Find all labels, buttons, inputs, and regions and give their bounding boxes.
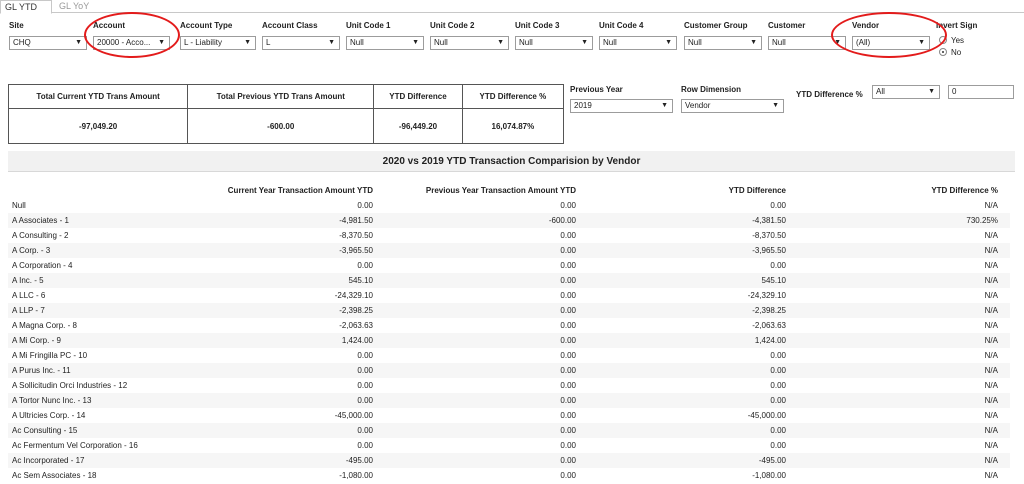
vendor-cell: A Purus Inc. - 11 — [12, 366, 71, 375]
unit-code-2-label: Unit Code 2 — [430, 21, 475, 30]
previous-amount-cell: 0.00 — [560, 261, 576, 270]
column-header-difference-pct[interactable]: YTD Difference % — [931, 186, 998, 195]
difference-cell: 1,424.00 — [754, 336, 786, 345]
previous-amount-cell: 0.00 — [560, 366, 576, 375]
unit-code-4-filter — [599, 20, 677, 50]
difference-pct-cell: N/A — [984, 261, 998, 270]
unit-code-1-label: Unit Code 1 — [346, 21, 391, 30]
vendor-cell: Ac Incorporated - 17 — [12, 456, 85, 465]
vendor-value: (All) — [856, 38, 871, 47]
previous-amount-cell: 0.00 — [560, 321, 576, 330]
previous-amount-cell: 0.00 — [560, 441, 576, 450]
difference-pct-cell: N/A — [984, 291, 998, 300]
table-row — [8, 468, 1010, 483]
current-amount-cell: -1,080.00 — [339, 471, 373, 480]
previous-amount-cell: 0.00 — [560, 426, 576, 435]
site-value: CHQ — [13, 38, 31, 47]
row-dimension-value: Vendor — [685, 101, 711, 110]
account-class-label: Account Class — [262, 21, 318, 30]
current-amount-cell: -3,965.50 — [339, 246, 373, 255]
previous-amount-cell: 0.00 — [560, 231, 576, 240]
difference-cell: 0.00 — [770, 441, 786, 450]
chevron-down-icon: ▼ — [665, 39, 672, 46]
table-row — [8, 363, 1010, 378]
difference-pct-cell: N/A — [984, 456, 998, 465]
unit-code-4-label: Unit Code 4 — [599, 21, 644, 30]
table-row — [8, 228, 1010, 243]
unit-code-1-value: Null — [350, 38, 364, 47]
radio-icon[interactable] — [939, 36, 947, 44]
table-row — [8, 318, 1010, 333]
difference-cell: -2,398.25 — [752, 306, 786, 315]
current-amount-cell: 0.00 — [357, 261, 373, 270]
previous-amount-cell: 0.00 — [560, 201, 576, 210]
report-header-row — [8, 183, 1010, 198]
difference-cell: -24,329.10 — [747, 291, 786, 300]
difference-cell: -8,370.50 — [752, 231, 786, 240]
chevron-down-icon: ▼ — [158, 39, 165, 46]
customer-filter — [768, 20, 846, 50]
difference-pct-cell: N/A — [984, 381, 998, 390]
customer-value: Null — [772, 38, 786, 47]
vendor-cell: A Magna Corp. - 8 — [12, 321, 77, 330]
table-row — [8, 423, 1010, 438]
column-header-current[interactable]: Current Year Transaction Amount YTD — [227, 186, 373, 195]
vendor-cell: A Associates - 1 — [12, 216, 69, 225]
current-amount-cell: 545.10 — [348, 276, 373, 285]
previous-amount-cell: 0.00 — [560, 306, 576, 315]
current-amount-cell: -8,370.50 — [339, 231, 373, 240]
current-amount-cell: -4,981.50 — [339, 216, 373, 225]
table-row — [8, 288, 1010, 303]
difference-cell: -2,063.63 — [752, 321, 786, 330]
column-header-difference[interactable]: YTD Difference — [728, 186, 786, 195]
table-row — [8, 408, 1010, 423]
chevron-down-icon: ▼ — [928, 88, 935, 95]
previous-amount-cell: 0.00 — [560, 276, 576, 285]
row-dimension-control — [681, 84, 784, 113]
tab-gl-yoy[interactable]: GL YoY — [59, 1, 90, 11]
table-row — [8, 243, 1010, 258]
summary-header-difference: YTD Difference — [374, 85, 462, 109]
current-amount-cell: -2,063.63 — [339, 321, 373, 330]
site-filter — [9, 20, 87, 50]
previous-amount-cell: 0.00 — [560, 381, 576, 390]
difference-pct-cell: N/A — [984, 396, 998, 405]
difference-pct-cell: N/A — [984, 306, 998, 315]
invert-sign-no[interactable] — [939, 46, 1016, 58]
difference-cell: 545.10 — [761, 276, 786, 285]
vendor-cell: A LLP - 7 — [12, 306, 45, 315]
previous-amount-cell: 0.00 — [560, 471, 576, 480]
difference-pct-cell: N/A — [984, 441, 998, 450]
invert-sign-no-label: No — [951, 47, 962, 57]
tab-gl-ytd[interactable]: GL YTD — [0, 0, 52, 14]
previous-amount-cell: 0.00 — [560, 456, 576, 465]
previous-year-control — [570, 84, 673, 113]
chevron-down-icon: ▼ — [772, 102, 779, 109]
customer-group-filter — [684, 20, 762, 50]
difference-pct-cell: N/A — [984, 411, 998, 420]
current-amount-cell: 0.00 — [357, 381, 373, 390]
previous-amount-cell: 0.00 — [560, 411, 576, 420]
customer-group-value: Null — [688, 38, 702, 47]
unit-code-1-select[interactable] — [346, 36, 424, 50]
previous-year-value: 2019 — [574, 101, 592, 110]
column-header-previous[interactable]: Previous Year Transaction Amount YTD — [425, 186, 576, 195]
customer-label: Customer — [768, 21, 806, 30]
account-class-value: L — [266, 38, 271, 47]
summary-value-previous: -600.00 — [188, 109, 374, 144]
summary-value-difference: -96,449.20 — [374, 109, 462, 144]
unit-code-4-select[interactable] — [599, 36, 677, 50]
invert-sign-yes-label: Yes — [951, 35, 965, 45]
vendor-cell: Ac Consulting - 15 — [12, 426, 78, 435]
ytd-difference-pct-operator: All — [876, 87, 885, 96]
row-dimension-select[interactable] — [681, 99, 784, 113]
account-class-select[interactable] — [262, 36, 340, 50]
vendor-cell: A Consulting - 2 — [12, 231, 69, 240]
difference-pct-cell: 730.25% — [966, 216, 998, 225]
ytd-difference-pct-label: YTD Difference % — [796, 90, 863, 99]
unit-code-3-value: Null — [519, 38, 533, 47]
table-row — [8, 438, 1010, 453]
account-value: 20000 - Acco... — [97, 38, 151, 47]
chevron-down-icon: ▼ — [750, 39, 757, 46]
previous-amount-cell: 0.00 — [560, 291, 576, 300]
invert-sign-label: Invert Sign — [936, 21, 978, 30]
vendor-cell: A Corporation - 4 — [12, 261, 73, 270]
difference-pct-cell: N/A — [984, 201, 998, 210]
account-filter — [93, 20, 170, 50]
account-class-filter — [262, 20, 340, 50]
table-row — [8, 273, 1010, 288]
difference-cell: 0.00 — [770, 366, 786, 375]
difference-pct-cell: N/A — [984, 426, 998, 435]
vendor-cell: Ac Fermentum Vel Corporation - 16 — [12, 441, 138, 450]
chevron-down-icon: ▼ — [328, 39, 335, 46]
chevron-down-icon: ▼ — [244, 39, 251, 46]
summary-header-previous: Total Previous YTD Trans Amount — [188, 85, 374, 109]
table-row — [8, 198, 1010, 213]
difference-cell: -3,965.50 — [752, 246, 786, 255]
unit-code-3-select[interactable] — [515, 36, 593, 50]
summary-value-current: -97,049.20 — [9, 109, 188, 144]
difference-cell: 0.00 — [770, 261, 786, 270]
vendor-cell: A Sollicitudin Orci Industries - 12 — [12, 381, 128, 390]
vendor-cell: Ac Sem Associates - 18 — [12, 471, 97, 480]
vendor-cell: A Corp. - 3 — [12, 246, 51, 255]
invert-sign-filter — [936, 20, 1016, 58]
unit-code-2-value: Null — [434, 38, 448, 47]
account-label: Account — [93, 21, 125, 30]
chevron-down-icon: ▼ — [75, 39, 82, 46]
difference-cell: -4,381.50 — [752, 216, 786, 225]
unit-code-3-label: Unit Code 3 — [515, 21, 560, 30]
previous-year-label: Previous Year — [570, 85, 623, 94]
vendor-cell: A Tortor Nunc Inc. - 13 — [12, 396, 92, 405]
difference-pct-cell: N/A — [984, 231, 998, 240]
current-amount-cell: -45,000.00 — [334, 411, 373, 420]
previous-amount-cell: -600.00 — [548, 216, 576, 225]
difference-pct-cell: N/A — [984, 246, 998, 255]
chevron-down-icon: ▼ — [834, 39, 841, 46]
difference-pct-cell: N/A — [984, 366, 998, 375]
vendor-cell: A Ultricies Corp. - 14 — [12, 411, 86, 420]
previous-amount-cell: 0.00 — [560, 351, 576, 360]
difference-cell: 0.00 — [770, 351, 786, 360]
report-title: 2020 vs 2019 YTD Transaction Comparision by Vendor — [8, 151, 1015, 172]
chevron-down-icon: ▼ — [661, 102, 668, 109]
table-row — [8, 348, 1010, 363]
current-amount-cell: 0.00 — [357, 396, 373, 405]
previous-amount-cell: 0.00 — [560, 336, 576, 345]
current-amount-cell: -24,329.10 — [334, 291, 373, 300]
account-type-select[interactable] — [180, 36, 256, 50]
difference-cell: 0.00 — [770, 381, 786, 390]
table-row — [8, 213, 1010, 228]
difference-cell: 0.00 — [770, 396, 786, 405]
previous-year-select[interactable] — [570, 99, 673, 113]
table-row — [8, 453, 1010, 468]
unit-code-2-select[interactable] — [430, 36, 509, 50]
account-type-label: Account Type — [180, 21, 233, 30]
table-row — [8, 258, 1010, 273]
current-amount-cell: 0.00 — [357, 201, 373, 210]
chevron-down-icon: ▼ — [412, 39, 419, 46]
chevron-down-icon: ▼ — [581, 39, 588, 46]
unit-code-3-filter — [515, 20, 593, 50]
difference-cell: 0.00 — [770, 201, 786, 210]
chevron-down-icon: ▼ — [918, 39, 925, 46]
current-amount-cell: 1,424.00 — [341, 336, 373, 345]
previous-amount-cell: 0.00 — [560, 396, 576, 405]
difference-pct-cell: N/A — [984, 321, 998, 330]
ytd-difference-pct-operator-select[interactable] — [872, 85, 940, 99]
vendor-label: Vendor — [852, 21, 880, 30]
current-amount-cell: -495.00 — [345, 456, 373, 465]
difference-cell: -45,000.00 — [747, 411, 786, 420]
customer-group-select[interactable] — [684, 36, 762, 50]
difference-pct-cell: N/A — [984, 351, 998, 360]
chevron-down-icon: ▼ — [497, 39, 504, 46]
difference-cell: -1,080.00 — [752, 471, 786, 480]
invert-sign-yes[interactable] — [939, 34, 1016, 46]
vendor-cell: A Inc. - 5 — [12, 276, 44, 285]
unit-code-4-value: Null — [603, 38, 617, 47]
account-type-value: L - Liability — [184, 38, 222, 47]
vendor-select[interactable] — [852, 36, 930, 50]
difference-pct-cell: N/A — [984, 471, 998, 480]
current-amount-cell: 0.00 — [357, 366, 373, 375]
vendor-filter — [852, 20, 930, 50]
vendor-cell: A Mi Corp. - 9 — [12, 336, 61, 345]
row-dimension-label: Row Dimension — [681, 85, 742, 94]
table-row — [8, 378, 1010, 393]
difference-cell: 0.00 — [770, 426, 786, 435]
summary-value-difference-pct: 16,074.87% — [462, 109, 563, 144]
ytd-difference-pct-input[interactable]: 0 — [948, 85, 1014, 99]
radio-icon[interactable] — [939, 48, 947, 56]
account-type-filter — [180, 20, 256, 50]
summary-header-current: Total Current YTD Trans Amount — [9, 85, 188, 109]
table-row — [8, 303, 1010, 318]
tab-bar — [0, 0, 1024, 13]
customer-select[interactable] — [768, 36, 846, 50]
current-amount-cell: 0.00 — [357, 441, 373, 450]
current-amount-cell: -2,398.25 — [339, 306, 373, 315]
previous-amount-cell: 0.00 — [560, 246, 576, 255]
table-row — [8, 393, 1010, 408]
site-label: Site — [9, 21, 24, 30]
difference-pct-cell: N/A — [984, 336, 998, 345]
difference-cell: -495.00 — [758, 456, 786, 465]
account-select[interactable] — [93, 36, 170, 50]
vendor-cell: A Mi Fringilla PC - 10 — [12, 351, 88, 360]
current-amount-cell: 0.00 — [357, 426, 373, 435]
site-select[interactable] — [9, 36, 87, 50]
report-grid — [8, 183, 1010, 483]
difference-pct-cell: N/A — [984, 276, 998, 285]
vendor-cell: A LLC - 6 — [12, 291, 46, 300]
unit-code-1-filter — [346, 20, 424, 50]
customer-group-label: Customer Group — [684, 21, 748, 30]
summary-table — [8, 84, 564, 144]
current-amount-cell: 0.00 — [357, 351, 373, 360]
table-row — [8, 333, 1010, 348]
unit-code-2-filter — [430, 20, 509, 50]
summary-header-difference-pct: YTD Difference % — [462, 85, 563, 109]
vendor-cell: Null — [12, 201, 26, 210]
